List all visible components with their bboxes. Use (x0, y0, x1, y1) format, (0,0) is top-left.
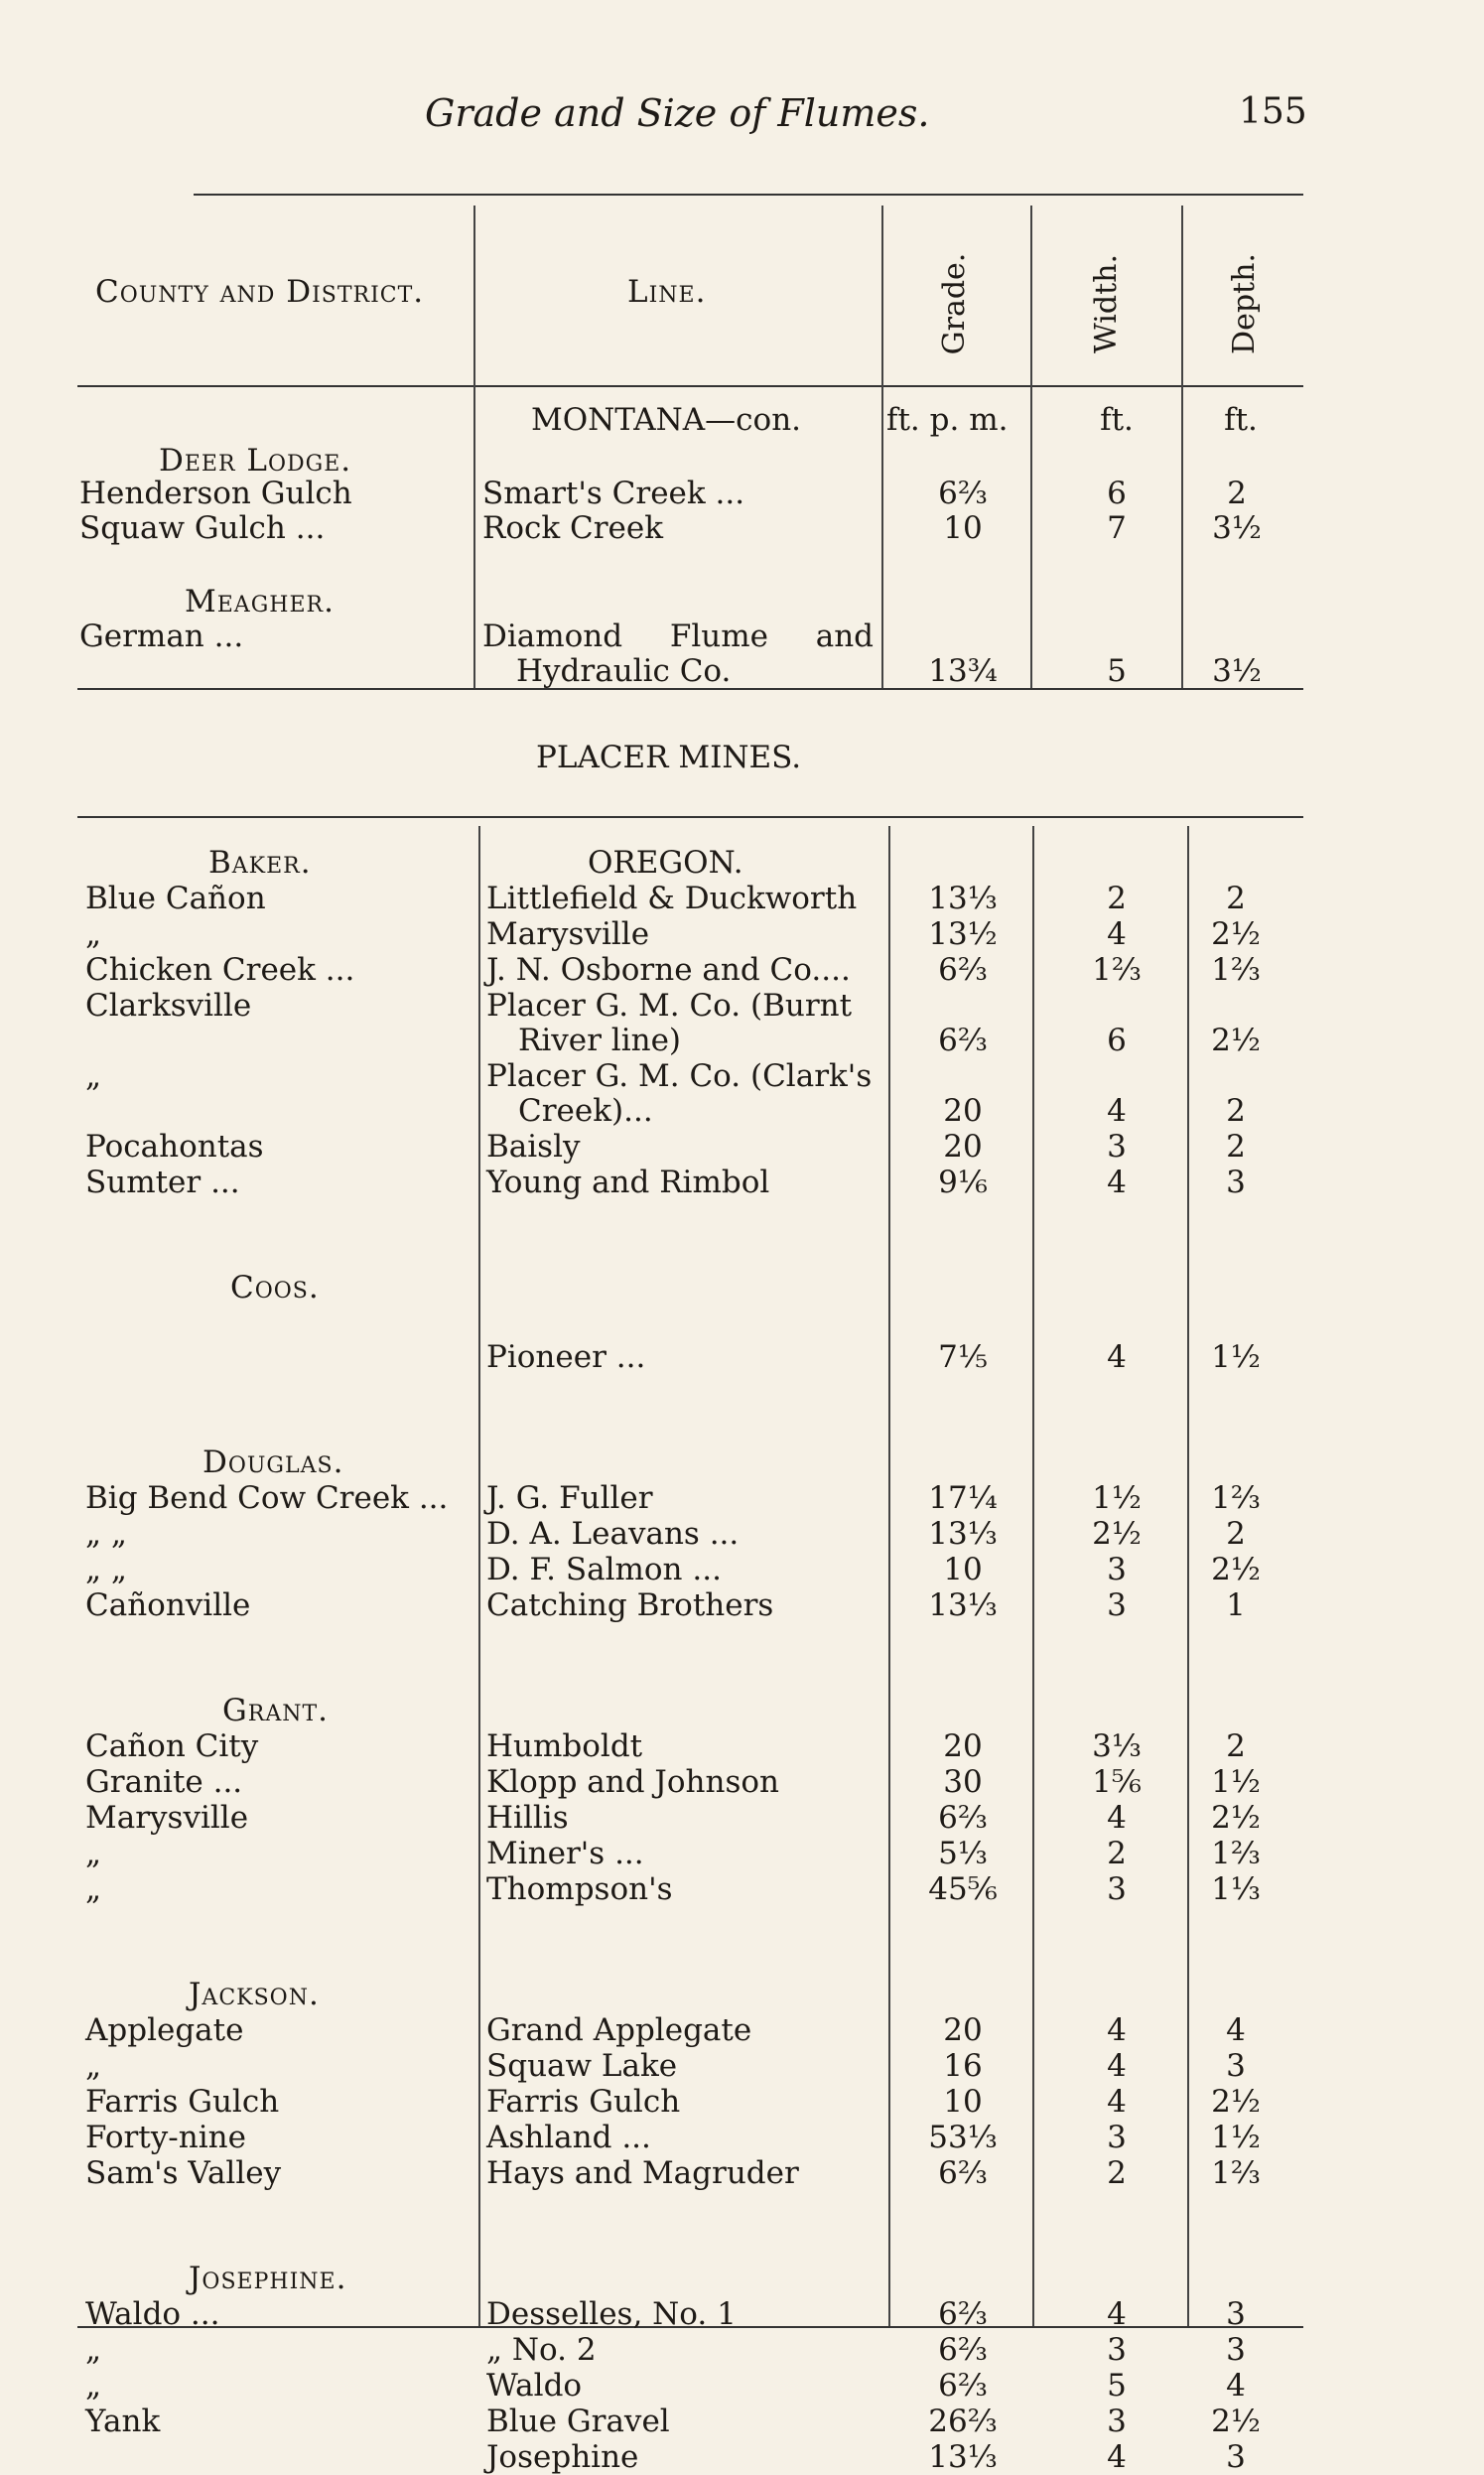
width: 4 (1107, 2048, 1127, 2084)
depth: 2 (1226, 1516, 1246, 1552)
depth: 2 (1226, 1093, 1246, 1129)
line-name: Grand Applegate (486, 2012, 752, 2048)
district: Marysville (85, 1800, 249, 1836)
line-name: D. F. Salmon ... (486, 1552, 722, 1587)
district: Yank (85, 2404, 161, 2439)
width: 4 (1107, 1800, 1127, 1836)
width: 2 (1107, 1836, 1127, 1871)
district: „ „ (85, 1552, 127, 1587)
unit-width: ft. (1100, 402, 1134, 438)
district: „ (85, 1058, 102, 1094)
district: Cañonville (85, 1587, 251, 1623)
line-name: Blue Gravel (486, 2404, 670, 2439)
grade: 9⅙ (938, 1165, 988, 1200)
district: „ (85, 1871, 102, 1907)
width: 3 (1107, 2332, 1127, 2368)
col-rule-1b (478, 826, 480, 2326)
district: „ (85, 2048, 102, 2084)
width: 3 (1107, 1129, 1127, 1165)
depth: 2 (1226, 1728, 1246, 1764)
line-name: Farris Gulch (486, 2084, 681, 2120)
width: 3 (1107, 2404, 1127, 2439)
grade: 6⅔ (938, 2296, 988, 2332)
district: Clarksville (85, 988, 252, 1024)
depth: 1⅔ (1211, 1480, 1261, 1516)
county-deer-lodge: Deer Lodge. (159, 443, 352, 479)
line-name: Catching Brothers (486, 1587, 774, 1623)
grade: 10 (943, 1552, 983, 1587)
width: 5 (1107, 2368, 1127, 2404)
district: Blue Cañon (85, 881, 266, 916)
depth: 2 (1226, 1129, 1246, 1165)
line-name-cont: Creek)... (518, 1093, 653, 1129)
col-rule-2b (888, 826, 890, 2326)
district: „ (85, 916, 102, 952)
district: Granite ... (85, 1764, 243, 1800)
width: 3 (1107, 1552, 1127, 1587)
line-name: Pioneer ... (486, 1339, 646, 1375)
depth: 2½ (1211, 2404, 1261, 2439)
grade: 26⅔ (928, 2404, 998, 2439)
line-name: Baisly (486, 1129, 581, 1165)
district: Cañon City (85, 1728, 259, 1764)
depth: 2½ (1211, 1552, 1261, 1587)
depth: 4 (1226, 2368, 1246, 2404)
state-heading-oregon: OREGON. (588, 845, 743, 881)
width: 3⅓ (1092, 1728, 1142, 1764)
depth: 3½ (1212, 653, 1262, 689)
line-name: Rock Creek (482, 510, 664, 546)
depth: 1⅔ (1211, 2155, 1261, 2191)
line-name: Placer G. M. Co. (Burnt (486, 988, 853, 1024)
grade: 53⅓ (928, 2120, 998, 2155)
line-name: Hays and Magruder (486, 2155, 799, 2191)
district: German ... (79, 619, 244, 654)
county-meagher: Meagher. (185, 584, 335, 619)
depth: 2½ (1211, 2084, 1261, 2120)
depth: 1½ (1211, 2120, 1261, 2155)
width: 4 (1107, 1093, 1127, 1129)
depth: 4 (1226, 2012, 1246, 2048)
line-name: D. A. Leavans ... (486, 1516, 740, 1552)
width: 2 (1107, 881, 1127, 916)
line-name: Hillis (486, 1800, 569, 1836)
district: „ (85, 1836, 102, 1871)
width: 2½ (1092, 1516, 1142, 1552)
section-title: PLACER MINES. (536, 740, 802, 775)
grade: 6⅔ (938, 2332, 988, 2368)
line-name: Klopp and Johnson (486, 1764, 779, 1800)
grade: 16 (943, 2048, 983, 2084)
grade: 20 (943, 1093, 983, 1129)
line-name: Miner's ... (486, 1836, 644, 1871)
depth: 1½ (1211, 1339, 1261, 1375)
unit-grade: ft. p. m. (886, 402, 1009, 438)
depth: 2½ (1211, 1023, 1261, 1058)
grade: 6⅔ (938, 476, 988, 511)
line-name-cont: River line) (518, 1023, 682, 1058)
table-top-rule (194, 194, 1303, 196)
line-name: „ No. 2 (486, 2332, 597, 2368)
depth: 3½ (1212, 510, 1262, 546)
district: Waldo ... (85, 2296, 220, 2332)
grade: 45⅚ (928, 1871, 998, 1907)
col-rule-3 (1030, 206, 1032, 688)
width: 7 (1107, 510, 1127, 546)
grade: 13⅓ (928, 881, 998, 916)
line-name: Marysville (486, 916, 650, 952)
grade: 6⅔ (938, 2155, 988, 2191)
county-heading: Coos. (230, 1270, 320, 1306)
depth: 1⅔ (1211, 952, 1261, 988)
depth: 2 (1227, 476, 1247, 511)
depth: 3 (1226, 2332, 1246, 2368)
line-name: Placer G. M. Co. (Clark's (486, 1058, 873, 1094)
grade: 20 (943, 1129, 983, 1165)
unit-depth: ft. (1224, 402, 1258, 438)
county-heading: Baker. (208, 845, 312, 881)
col-rule-4 (1181, 206, 1183, 688)
grade: 20 (943, 2012, 983, 2048)
column-header-grade: Grade. (937, 252, 972, 355)
width: 1⅚ (1092, 1764, 1142, 1800)
district: Sam's Valley (85, 2155, 282, 2191)
line-name: Humboldt (486, 1728, 643, 1764)
depth: 3 (1226, 2439, 1246, 2475)
line-name: Thompson's (486, 1871, 673, 1907)
grade: 6⅔ (938, 1023, 988, 1058)
width: 6 (1107, 1023, 1127, 1058)
column-header-county: County and District. (95, 274, 425, 310)
grade: 10 (943, 510, 983, 546)
district: „ (85, 2368, 102, 2404)
line-name-cont: Hydraulic Co. (516, 653, 732, 689)
district: Pocahontas (85, 1129, 264, 1165)
grade: 5⅓ (938, 1836, 988, 1871)
page-number: 155 (1239, 91, 1307, 132)
page-title: Grade and Size of Flumes. (425, 91, 930, 135)
depth: 1½ (1211, 1764, 1261, 1800)
col-rule-1 (473, 206, 475, 688)
col-rule-2 (881, 206, 883, 688)
district: Chicken Creek ... (85, 952, 355, 988)
grade: 13¾ (928, 653, 998, 689)
grade: 6⅔ (938, 952, 988, 988)
district: „ „ (85, 1516, 127, 1552)
width: 5 (1107, 653, 1127, 689)
district: Farris Gulch (85, 2084, 280, 2120)
district: Henderson Gulch (79, 476, 352, 511)
line-name: Young and Rimbol (486, 1165, 770, 1200)
district: Forty-nine (85, 2120, 246, 2155)
line-name: Diamond Flume and (482, 619, 874, 654)
grade: 13⅓ (928, 2439, 998, 2475)
width: 1⅔ (1092, 952, 1142, 988)
line-name: Josephine (486, 2439, 639, 2475)
line-name: Smart's Creek ... (482, 476, 745, 511)
column-header-depth: Depth. (1227, 253, 1262, 354)
line-name: Squaw Lake (486, 2048, 678, 2084)
width: 4 (1107, 1339, 1127, 1375)
width: 4 (1107, 2084, 1127, 2120)
district: Sumter ... (85, 1165, 240, 1200)
depth: 3 (1226, 2296, 1246, 2332)
depth: 3 (1226, 2048, 1246, 2084)
grade: 13½ (928, 916, 998, 952)
width: 1½ (1092, 1480, 1142, 1516)
grade: 6⅔ (938, 2368, 988, 2404)
depth: 2½ (1211, 916, 1261, 952)
grade: 13⅓ (928, 1516, 998, 1552)
width: 3 (1107, 1587, 1127, 1623)
line-name: Waldo (486, 2368, 583, 2404)
width: 4 (1107, 916, 1127, 952)
county-heading: Douglas. (202, 1444, 344, 1480)
width: 6 (1107, 476, 1127, 511)
grade: 20 (943, 1728, 983, 1764)
width: 4 (1107, 2012, 1127, 2048)
depth: 1⅔ (1211, 1836, 1261, 1871)
county-heading: Jackson. (189, 1977, 320, 2012)
grade: 17¼ (928, 1480, 998, 1516)
depth: 2 (1226, 881, 1246, 916)
header-bottom-rule (77, 385, 1303, 387)
depth: 2½ (1211, 1800, 1261, 1836)
depth: 1 (1226, 1587, 1246, 1623)
state-heading-montana: MONTANA—con. (531, 402, 802, 438)
line-name: Desselles, No. 1 (486, 2296, 737, 2332)
county-heading: Josephine. (189, 2261, 347, 2296)
grade: 7⅕ (938, 1339, 988, 1375)
grade: 10 (943, 2084, 983, 2120)
width: 3 (1107, 2120, 1127, 2155)
width: 2 (1107, 2155, 1127, 2191)
col-rule-3b (1032, 826, 1034, 2326)
column-header-width: Width. (1089, 253, 1124, 354)
depth: 1⅓ (1211, 1871, 1261, 1907)
width: 3 (1107, 1871, 1127, 1907)
depth: 3 (1226, 1165, 1246, 1200)
district: Applegate (85, 2012, 244, 2048)
line-name: Littlefield & Duckworth (486, 881, 858, 916)
oregon-top-rule (77, 816, 1303, 818)
line-name: Ashland ... (486, 2120, 651, 2155)
width: 4 (1107, 2439, 1127, 2475)
district: „ (85, 2332, 102, 2368)
width: 4 (1107, 1165, 1127, 1200)
grade: 13⅓ (928, 1587, 998, 1623)
line-name: J. G. Fuller (486, 1480, 653, 1516)
district: Big Bend Cow Creek ... (85, 1480, 449, 1516)
district: Squaw Gulch ... (79, 510, 326, 546)
width: 4 (1107, 2296, 1127, 2332)
line-name: J. N. Osborne and Co.... (486, 952, 851, 988)
page-header (0, 91, 1484, 141)
column-header-line: Line. (627, 274, 707, 310)
county-heading: Grant. (222, 1693, 329, 1728)
grade: 6⅔ (938, 1800, 988, 1836)
grade: 30 (943, 1764, 983, 1800)
